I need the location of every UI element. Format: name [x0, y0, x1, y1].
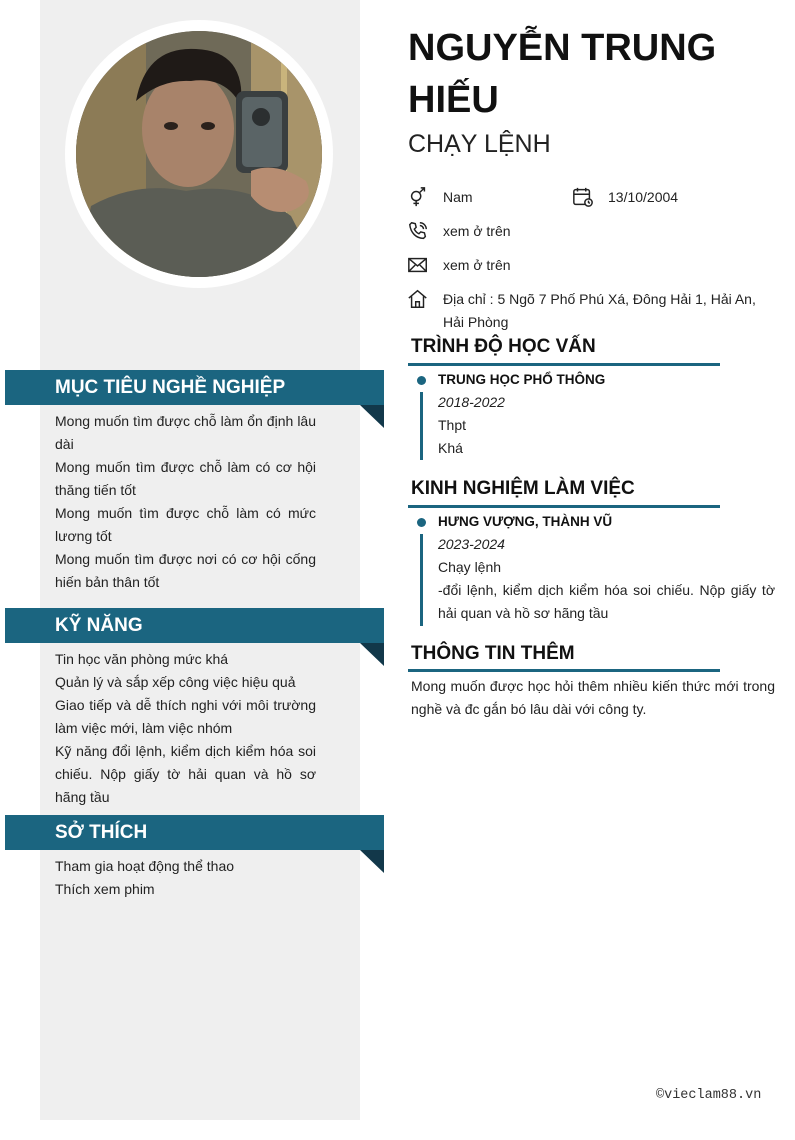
education-period: 2018-2022 — [438, 394, 505, 410]
gender-value: Nam — [443, 189, 473, 205]
avatar — [76, 31, 322, 277]
objective-title: MỤC TIÊU NGHỀ NGHIỆP — [55, 377, 286, 398]
objective-list — [55, 410, 316, 594]
skills-list — [55, 648, 316, 809]
skill-item: Tin học văn phòng mức khá — [55, 651, 229, 667]
objective-item: Mong muốn tìm được nơi có cơ hội cống hiến bản thân tốt — [55, 551, 316, 590]
hobby-item: Tham gia hoạt động thể thao — [55, 858, 235, 874]
experience-description: -đổi lệnh, kiểm dịch kiểm hóa soi chiếu. Nộp giấy tờ hải quan và hồ sơ hãng tầu — [438, 582, 775, 621]
education-major: Thpt — [438, 417, 467, 433]
experience-divider — [408, 505, 720, 508]
skills-header-fold — [360, 643, 384, 666]
candidate-name: NGUYỄN TRUNG HIẾU — [408, 27, 717, 121]
hobby-item: Thích xem phim — [55, 881, 155, 897]
additional-text: Mong muốn được học hỏi thêm nhiều kiến thức mới trong nghề và đc gắn bó lâu dài với công ty. — [411, 678, 775, 717]
watermark: ©vieclam88.vn — [656, 1088, 762, 1103]
education-title: TRÌNH ĐỘ HỌC VẤN — [411, 336, 596, 357]
education-grade: Khá — [438, 440, 463, 456]
additional-divider — [408, 669, 720, 672]
experience-company: HƯNG VƯỢNG, THÀNH VŨ — [438, 514, 613, 529]
hobbies-header-fold — [360, 850, 384, 873]
experience-title: KINH NGHIỆM LÀM VIỆC — [411, 478, 635, 499]
education-school: TRUNG HỌC PHỔ THÔNG — [438, 372, 606, 387]
home-icon — [407, 288, 429, 310]
phone-value: xem ở trên — [443, 223, 511, 239]
skill-item: Giao tiếp và dễ thích nghi với môi trường làm việc mới, làm việc nhóm — [55, 697, 316, 736]
address-value: Địa chỉ : 5 Ngõ 7 Phố Phú Xá, Đông Hải 1, Hải An, Hải Phòng — [443, 291, 756, 330]
hobbies-header — [5, 815, 384, 850]
skills-header — [5, 608, 384, 643]
skill-item: Kỹ năng đổi lệnh, kiểm dịch kiểm hóa soi chiếu. Nộp giấy tờ hải quan và hồ sơ hãng tầu — [55, 743, 316, 805]
envelope-icon — [407, 254, 429, 276]
objective-header — [5, 370, 384, 405]
experience-bullet — [417, 518, 426, 527]
phone-icon — [407, 220, 429, 242]
objective-header-fold — [360, 405, 384, 428]
birthday-value: 13/10/2004 — [608, 189, 679, 205]
calendar-icon — [572, 186, 594, 208]
hobbies-list — [55, 855, 316, 901]
experience-timeline-bar — [420, 534, 423, 626]
experience-role: Chạy lệnh — [438, 559, 502, 575]
additional-title: THÔNG TIN THÊM — [411, 643, 575, 664]
education-timeline-bar — [420, 392, 423, 460]
objective-item: Mong muốn tìm được chỗ làm ổn định lâu dài — [55, 413, 316, 452]
experience-period: 2023-2024 — [438, 536, 505, 552]
email-value: xem ở trên — [443, 257, 511, 273]
avatar-image — [76, 31, 322, 277]
skills-title: KỸ NĂNG — [55, 615, 143, 636]
gender-icon — [407, 186, 429, 208]
hobbies-title: SỞ THÍCH — [55, 822, 148, 843]
skill-item: Quản lý và sắp xếp công việc hiệu quả — [55, 674, 296, 690]
objective-item: Mong muốn tìm được chỗ làm có cơ hội thăng tiến tốt — [55, 459, 316, 498]
education-bullet — [417, 376, 426, 385]
objective-item: Mong muốn tìm được chỗ làm có mức lương tốt — [55, 505, 316, 544]
education-divider — [408, 363, 720, 366]
job-position: CHẠY LỆNH — [408, 130, 551, 158]
